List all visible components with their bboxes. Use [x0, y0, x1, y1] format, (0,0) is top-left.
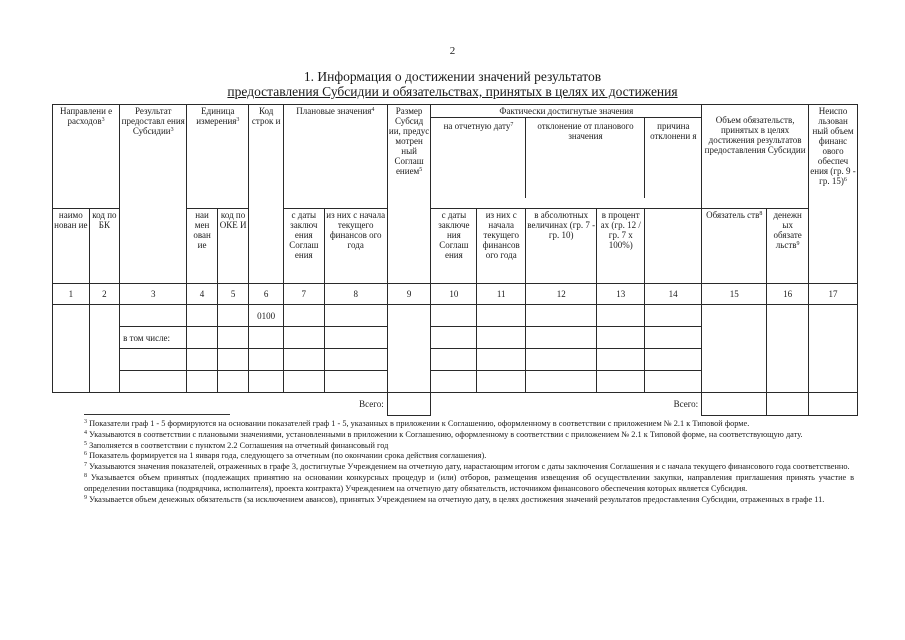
- col-number: 11: [477, 284, 526, 305]
- cell: [324, 371, 387, 393]
- cell: [217, 349, 249, 371]
- header-unused: Неиспо льзован ный объем финанс ового обеспеч ения (гр. 9 - гр. 15)$^6$: [809, 105, 858, 284]
- footnote-9: $^9$ Указывается объем денежных обязательств (за исключением авансов), принятых Учреждением на отчетную дату, в целях достижения значений результатов предоставления Субсидии, отраженных в графе 11.: [84, 494, 825, 504]
- col-number: 3: [120, 284, 187, 305]
- header-row-1: [53, 105, 858, 209]
- col-number: 12: [526, 284, 597, 305]
- col-number: 16: [767, 284, 809, 305]
- sub-kod-bk: код по БК: [89, 209, 120, 284]
- cell: [645, 349, 702, 371]
- col-number: 6: [249, 284, 284, 305]
- cell: [431, 305, 477, 327]
- cell: [324, 327, 387, 349]
- cell: [53, 305, 90, 393]
- col-number: 5: [217, 284, 249, 305]
- sub-pct: в процент ах (гр. 12 / гр. 7 х 100%): [597, 209, 645, 284]
- total-obligations-cell: [702, 393, 767, 416]
- in-that-number-label: в том числе:: [120, 327, 187, 349]
- header-deviation: отклонение от планового значения: [526, 118, 645, 198]
- cell: [526, 327, 597, 349]
- cell: [217, 305, 249, 327]
- cell: [477, 371, 526, 393]
- cell: [597, 349, 645, 371]
- footnote-3: $^3$ Показатели граф 1 - 5 формируются на основании показателей граф 1 - 5, указанных в приложении к Соглашению, оформленному в соответствии с приложением № 2.1 к Типовой форме.: [84, 419, 750, 428]
- footnote-4: $^4$ Указываются в соответствии с плановыми значениями, установленными в приложении к Соглашению, оформленному в соответствии с приложением № 2.1 к Типовой форме, на соответствующую дату.: [84, 429, 803, 439]
- col-number: 9: [387, 284, 431, 305]
- title-line-2: предоставления Субсидии и обязательствах, принятых в целях их достижения: [227, 84, 678, 99]
- cell: [89, 305, 120, 393]
- total-row: [53, 393, 858, 416]
- header-unit: Единица измерения$^3$: [187, 105, 249, 209]
- sub-unit-naim: наи мен ован ие: [187, 209, 218, 284]
- code-0100: 0100: [249, 305, 284, 327]
- footnotes: [84, 419, 854, 505]
- cell: [249, 349, 284, 371]
- cell: [187, 371, 218, 393]
- cell: [283, 305, 324, 327]
- col-number: 1: [53, 284, 90, 305]
- total-subsidy-cell: [387, 393, 431, 416]
- footnote-7: $^7$ Указываются значения показателей, отраженных в графе 3, достигнутые Учреждением на отчетную дату, нарастающим итогом с даты заключения Соглашения и с начала текущего финансового года соответственно.: [84, 462, 850, 472]
- col-number: 8: [324, 284, 387, 305]
- header-on-report-date: на отчетную дату$^7$: [431, 118, 526, 198]
- page-title: [0, 69, 905, 99]
- col-number: 7: [283, 284, 324, 305]
- cell: [431, 327, 477, 349]
- sub-obyaz: Обязатель ств$^8$: [702, 209, 767, 284]
- header-code: Код строк и: [249, 105, 284, 284]
- cell: [387, 305, 431, 393]
- cell: [526, 305, 597, 327]
- cell: [283, 327, 324, 349]
- cell: [431, 349, 477, 371]
- sub-okei: код по ОКЕ И: [217, 209, 249, 284]
- cell: [187, 349, 218, 371]
- header-napravlenie: Направлени е расходов$^3$: [53, 105, 120, 209]
- cell: [187, 327, 218, 349]
- cell: [120, 371, 187, 393]
- header-obligations: Объем обязательств, принятых в целях достижения результатов предоставления Субсидии: [702, 105, 809, 209]
- cell: [217, 327, 249, 349]
- cell: [283, 349, 324, 371]
- cell: [809, 305, 858, 393]
- col-number: 4: [187, 284, 218, 305]
- cell: [597, 327, 645, 349]
- cell: [187, 305, 218, 327]
- cell: [702, 305, 767, 393]
- cell: [597, 305, 645, 327]
- cell: [249, 371, 284, 393]
- sub-naim: наимо нован ие: [53, 209, 90, 284]
- footnote-8: $^8$ Указывается объем принятых (подлежащих принятию на основании конкурсных процедур и (или) отборов, размещения извещения об осуществлении закупки, направления приглашения принять участие в определении поставщика (подрядчика, исполнителя), проекта контракта) Учреждением на отчетную дату обязательств, источником финансового обеспечения которых является Субсидия.: [84, 472, 854, 493]
- header-fact: Фактически достигнутые значения на отчетную дату$^7$ отклонение от планового значения причина отклонени я: [431, 105, 702, 209]
- cell: [217, 371, 249, 393]
- cell: [477, 305, 526, 327]
- total-money-cell: [767, 393, 809, 416]
- column-numbers-row: [53, 284, 858, 305]
- footnote-divider: [84, 414, 230, 415]
- header-subsidy-size: Размер Субсид ии, предус мотрен ный Соглаш ением$^5$: [387, 105, 431, 284]
- cell: [120, 349, 187, 371]
- cell: [477, 349, 526, 371]
- header-deviation-reason: причина отклонени я: [650, 121, 697, 141]
- cell: [767, 305, 809, 393]
- sub-reason-blank: [645, 209, 702, 284]
- cell: [597, 371, 645, 393]
- total-label-left: Всего:: [53, 393, 388, 416]
- cell: [249, 327, 284, 349]
- table-row: [53, 305, 858, 327]
- footnote-5: $^5$ Заполняется в соответствии с пунктом 2.2 Соглашения на отчетный финансовый год: [84, 440, 389, 450]
- cell: [477, 327, 526, 349]
- sub-fact-year: из них с начала текущего финансов ого года: [477, 209, 526, 284]
- cell: [526, 371, 597, 393]
- col-number: 10: [431, 284, 477, 305]
- footnote-6: $^6$ Показатель формируется на 1 января года, следующего за отчетным (по окончании срока действия соглашения).: [84, 451, 487, 461]
- col-number: 17: [809, 284, 858, 305]
- cell: [645, 305, 702, 327]
- cell: [645, 327, 702, 349]
- sub-den: денежн ых обязате льств$^9$: [767, 209, 809, 284]
- col-number: 2: [89, 284, 120, 305]
- cell: [283, 371, 324, 393]
- sub-abs: в абсолютных величинах (гр. 7 - гр. 10): [526, 209, 597, 284]
- title-line-1: 1. Информация о достижении значений результатов: [303, 69, 602, 84]
- sub-fact-date: с даты заключе ния Соглаш ения: [431, 209, 477, 284]
- header-plan: Плановые значения$^4$: [283, 105, 387, 209]
- col-number: 15: [702, 284, 767, 305]
- cell: [431, 371, 477, 393]
- total-unused-cell: [809, 393, 858, 416]
- cell: [324, 349, 387, 371]
- sub-plan-year: из них с начала текущего финансов ого года: [324, 209, 387, 284]
- cell: [526, 349, 597, 371]
- page-number: 2: [449, 45, 456, 57]
- col-number: 14: [645, 284, 702, 305]
- sub-plan-date: с даты заключ ения Соглаш ения: [283, 209, 324, 284]
- results-table: [52, 104, 858, 416]
- header-result: Результат предоставл ения Субсидии$^3$: [120, 105, 187, 284]
- col-number: 13: [597, 284, 645, 305]
- total-label-right: Всего:: [431, 393, 702, 416]
- cell: [324, 305, 387, 327]
- cell: [120, 305, 187, 327]
- cell: [645, 371, 702, 393]
